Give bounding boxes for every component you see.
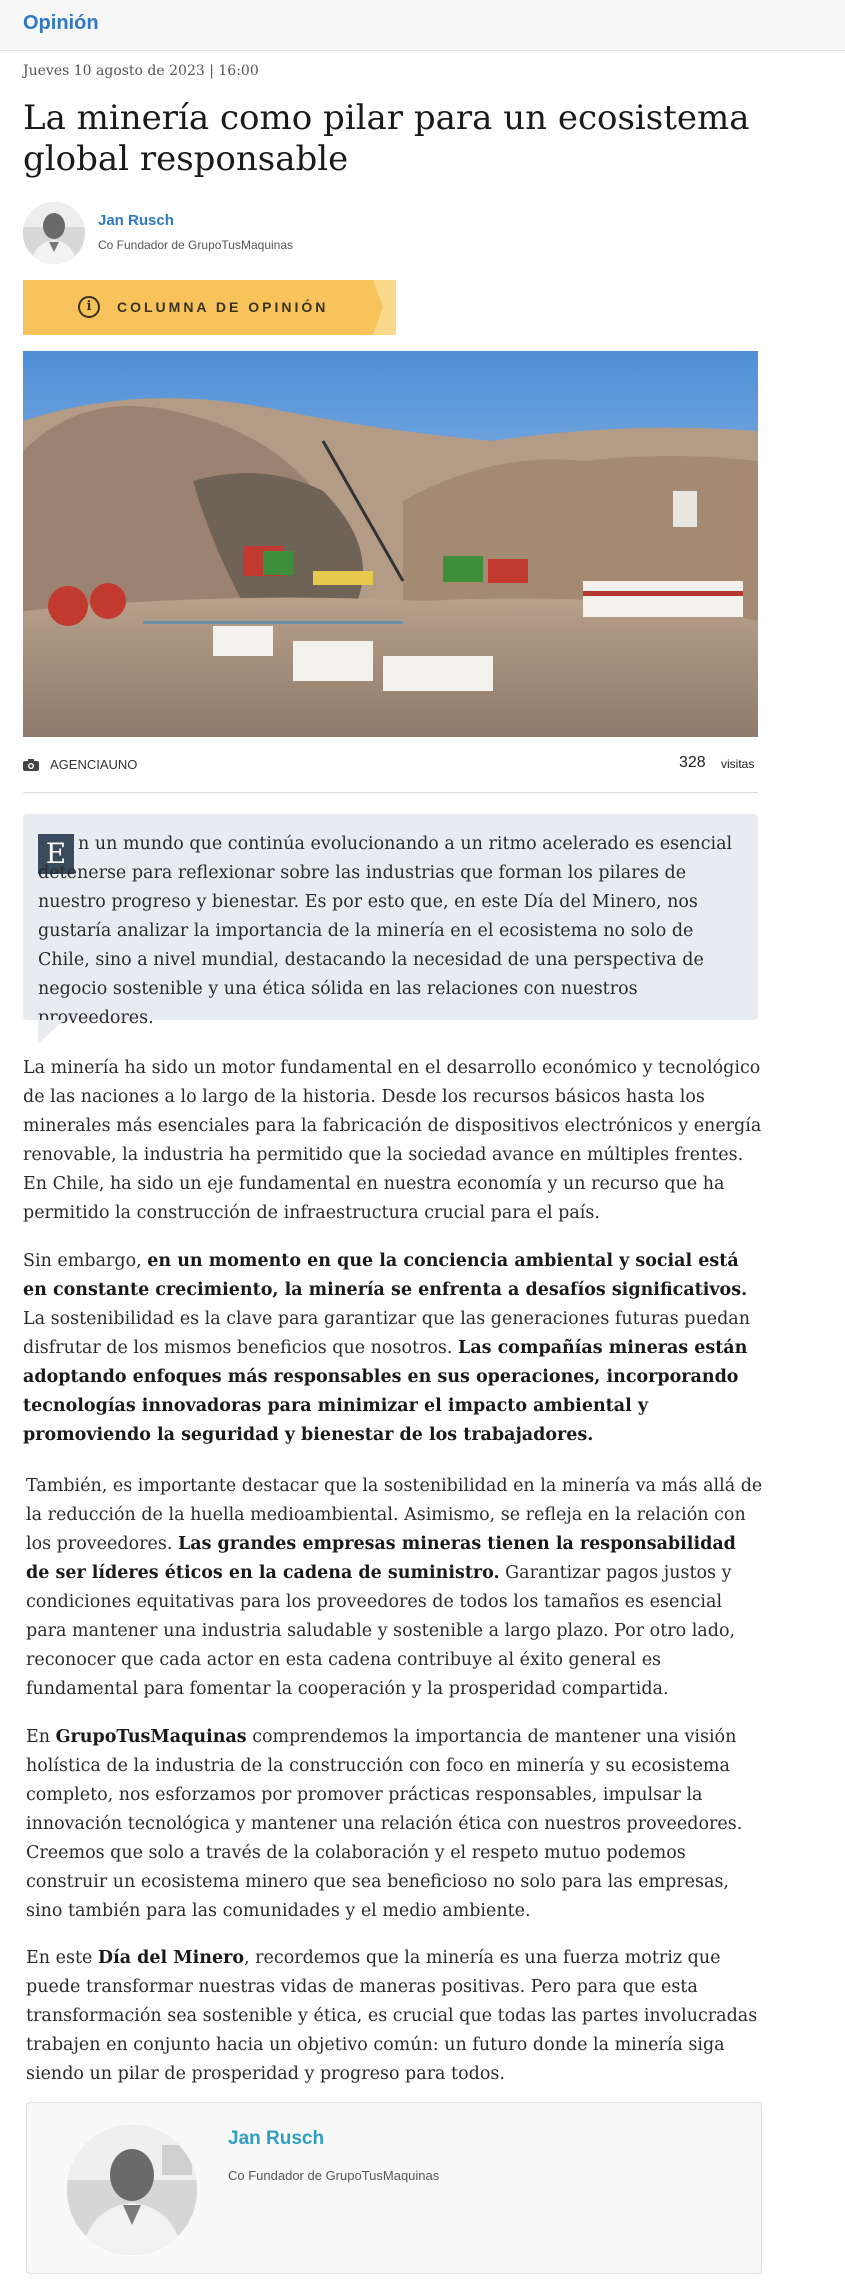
p4-text-b: comprendemos la importancia de mantener una visión holística de la industria de la construcción con foco en minería y su ecosistema completo, nos esforzamos por promover prácticas responsables, impulsar la innovación tecnológica y mantener una relación ética con nuestros proveedores. Creemos que solo a través de la colaboración y el respeto mutuo podemos construir un ecosistema minero que sea beneficioso no solo para las empresas, sino también para las comunidades y el medio ambiente. [26, 1727, 743, 1921]
dropcap-letter: E [38, 834, 74, 874]
opinion-column-badge [23, 280, 396, 335]
p5-bold: Día del Minero [97, 1948, 245, 1968]
p5-text-b: , recordemos que la minería es una fuerza motriz que puede transformar nuestras vidas de maneras positivas. Pero para que esta transformación sea sostenible y ética, es crucial que todas las partes involucradas trabajen en conjunto hacia un objetivo común: un futuro donde la minería siga siendo un pilar de prosperidad y progreso para todos. [26, 1948, 758, 2084]
visits-count: 328 [679, 754, 706, 771]
p5-text-a: En este [26, 1948, 98, 1968]
top-bar [0, 0, 845, 51]
divider [23, 792, 758, 793]
hero-image [23, 351, 758, 737]
author-card-avatar[interactable] [67, 2125, 197, 2255]
author-name-link[interactable]: Jan Rusch [98, 212, 174, 229]
author-role: Co Fundador de GrupoTusMaquinas [98, 238, 293, 252]
article-date: Jueves 10 agosto de 2023 | 16:00 [23, 63, 259, 79]
p3-text-a: También, es importante destacar que la sostenibilidad en la minería va más allá de la reducción de la huella medioambiental. Asimismo, se refleja en la relación con los proveedores. [26, 1476, 763, 1554]
p4-bold: GrupoTusMaquinas [55, 1727, 247, 1747]
lead-paragraph-text: n un mundo que continúa evolucionando a un ritmo acelerado es esencial detenerse para reflexionar sobre las industrias que forman los pilares de nuestro progreso y bienestar. Es por esto que, en este Día del Minero, nos gustaría analizar la importancia de la minería en el ecosistema no solo de Chile, sino a nivel mundial, destacando la necesidad de una perspectiva de negocio sostenible y una ética sólida en las relaciones con nuestros proveedores. [38, 834, 733, 1028]
body-paragraph-1: La minería ha sido un motor fundamental en el desarrollo económico y tecnológico de las naciones a lo largo de la historia. Desde los recursos básicos hasta los minerales más esenciales para la fabricación de dispositivos electrónicos y energía renovable, la industria ha permitido que la sociedad avance en múltiples frentes. En Chile, ha sido un eje fundamental en nuestra economía y un recurso que ha permitido la construcción de infraestructura crucial para el país. [23, 1058, 762, 1223]
badge-notch [373, 280, 383, 335]
p3-bold: Las grandes empresas mineras tienen la responsabilidad de ser líderes éticos en la cadena de suministro. [26, 1534, 736, 1583]
author-card-name-link[interactable]: Jan Rusch [228, 2128, 325, 2149]
lead-paragraph-box [23, 814, 758, 1028]
article-title: La minería como pilar para un ecosistema global responsable [23, 98, 750, 179]
lead-box-tail [38, 1020, 64, 1044]
p2-bold-a: en un momento en que la conciencia ambiental y social está en constante crecimiento, la minería se enfrenta a desafíos significativos. [23, 1251, 748, 1300]
p2-bold-b: Las compañías mineras están adoptando enfoques más responsables en sus operaciones, incorporando tecnologías innovadoras para minimizar el impacto ambiental y promoviendo la seguridad y bienestar de los trabajadores. [23, 1338, 748, 1445]
section-link-opinion[interactable]: Opinión [23, 12, 99, 34]
p4-text-a: En [26, 1727, 56, 1747]
body-paragraph-3 [26, 1472, 763, 1704]
info-icon: i [78, 296, 100, 318]
lead-paragraph [38, 830, 743, 1033]
p3-text-b: Garantizar pagos justos y condiciones equitativas para los proveedores de todos los tamaños es esencial para mantener una industria saludable y sostenible a largo plazo. Por otro lado, reconocer que cada actor en esta cadena contribuye al éxito general es fundamental para fomentar la cooperación y la prosperidad compartida. [26, 1563, 736, 1699]
body-paragraph-5 [26, 1944, 763, 2089]
author-avatar[interactable] [23, 202, 85, 264]
body-paragraph-2 [23, 1247, 763, 1450]
p2-text-b: La sostenibilidad es la clave para garantizar que las generaciones futuras puedan disfrutar de los mismos beneficios que nosotros. [23, 1309, 750, 1358]
camera-icon [23, 758, 39, 770]
author-card-role: Co Fundador de GrupoTusMaquinas [228, 2168, 440, 2183]
body-paragraph-4 [26, 1723, 763, 1926]
p2-text-a: Sin embargo, [23, 1251, 148, 1271]
author-card [26, 2102, 762, 2274]
badge-label: COLUMNA DE OPINIÓN [117, 299, 329, 315]
photo-credit: AGENCIAUNO [50, 757, 138, 772]
visits-label: visitas [721, 757, 755, 771]
